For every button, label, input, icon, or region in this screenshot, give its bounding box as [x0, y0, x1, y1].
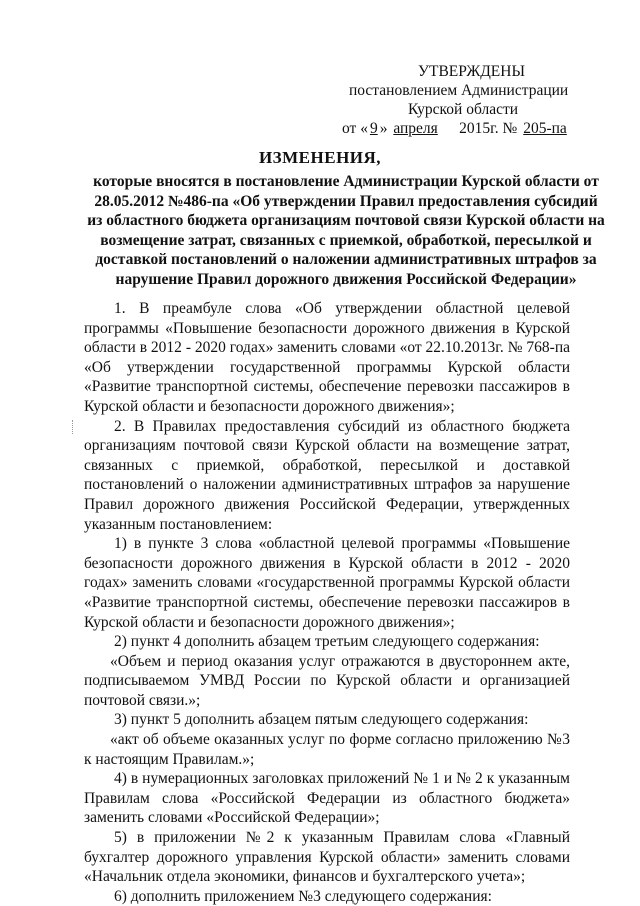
paragraph-1: 1. В преамбуле слова «Об утверждении областной целевой программы «Повышение безопасности дорожного движения в Курской области в 2012 - 2020 годах» заменить словами «от 22.10.2013г. № 768-па «Об утверждении государственной программы Курской области «Развитие транспортной системы, обеспечение перевозки пассажиров в Курской области и безопасности дорожного движения»; [84, 300, 570, 415]
margin-mark [72, 420, 75, 434]
paragraph-9: 5) в приложении №2 к указанным Правилам слова «Главный бухгалтер дорожного управления Курской области» заменить словами «Начальник отдела экономики, финансов и бухгалтерского учета»; [84, 829, 570, 886]
paragraph-10: 6) дополнить приложением №3 следующего содержания: [114, 887, 492, 905]
approval-region: Курской области [408, 101, 519, 118]
paragraph-5: «Объем и период оказания услуг отражаются в двустороннем акте, подписываемом УМВД России по Курской области и организацией почтовой связи.»; [84, 652, 570, 709]
document-number: 205-па [523, 120, 567, 137]
paragraph-8: 4) в нумерационных заголовках приложений № 1 и № 2 к указанным Правилам слова «Российской Федерации из областного бюджета» заменить словами «Российской Федерации»; [84, 770, 570, 827]
paragraph-4: 2) пункт 4 дополнить абзацем третьим следующего содержания: [114, 633, 540, 651]
date-day: 9 [369, 120, 378, 137]
approval-date [342, 119, 569, 138]
paragraph-7: «акт об объеме оказанных услуг по форме согласно приложению №3 к настоящим Правилам.»; [84, 731, 570, 768]
approval-authority: постановлением Администрации [349, 82, 569, 99]
paragraph-2: 2. В Правилах предоставления субсидий из областного бюджета организациям почтовой связи Курской области на возмещение затрат, связанных с приемкой, обработкой, пересылкой и доставкой постановлений о наложении административных штрафов за нарушение Правил дорожного движения Российской Федерации, утвержденных указанным постановлением: [84, 417, 570, 533]
paragraph-6: 3) пункт 5 дополнить абзацем пятым следующего содержания: [114, 711, 529, 729]
date-prefix: от « [342, 120, 368, 137]
document-body [84, 299, 570, 906]
paragraph-3: 1) в пункте 3 слова «областной целевой программы «Повышение безопасности дорожного движения в Курской области в 2012 - 2020 годах» заменить словами «государственной программы Курской области «Развитие транспортной системы, обеспечение перевозки пассажиров в Курской области и безопасности дорожного движения»; [84, 535, 570, 631]
date-mid: » [379, 120, 388, 137]
document-heading: которые вносятся в постановление Администрации Курской области от 28.05.2012 №486-па «Об утверждении Правил предоставления субсидий из областного бюджета организациям почтовой связи Курской области на возмещение затрат, связанных с приемкой, обработкой, пересылкой и доставкой постановлений о наложении административных штрафов за нарушение Правил дорожного движения Российской Федерации» [87, 173, 605, 288]
document-title: ИЗМЕНЕНИЯ, [258, 148, 382, 167]
approval-status: УТВЕРЖДЕНЫ [418, 63, 525, 80]
date-month: апреля [393, 120, 438, 137]
date-year: 2015г. № [459, 120, 518, 137]
